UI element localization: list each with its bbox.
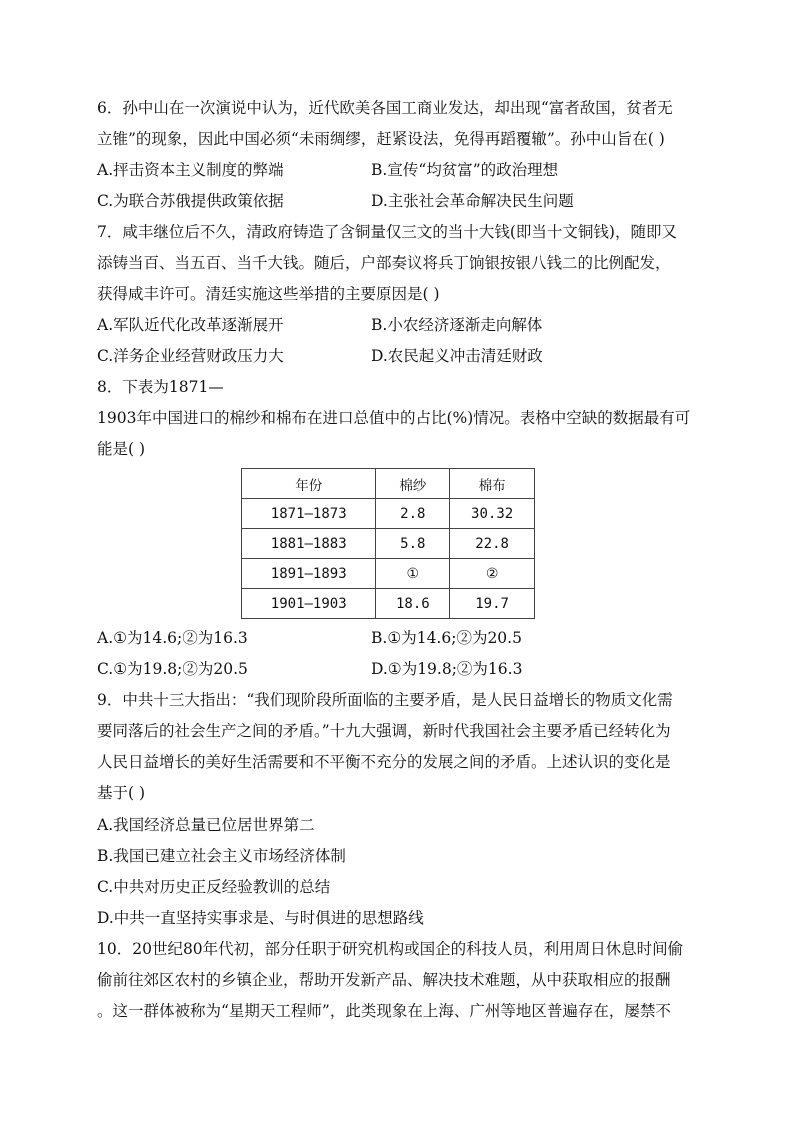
table-cell: 22.8	[450, 529, 535, 559]
q9-stem-line-3: 人民日益增长的美好生活需要和不平衡不充分的发展之间的矛盾。上述认识的变化是	[97, 753, 671, 771]
table-header-row	[242, 469, 535, 499]
q9-stem-line-4: 基于( )	[97, 784, 146, 802]
table-cell: 18.6	[376, 589, 450, 619]
q7-stem-line-1: 7．咸丰继位后不久，清政府铸造了含铜量仅三文的当十大钱(即当十文铜钱)，随即又	[97, 223, 677, 241]
q9-option-a[interactable]: A.我国经济总量已位居世界第二	[97, 816, 315, 834]
q7-option-d[interactable]: D.农民起义冲击清廷财政	[371, 347, 543, 365]
q9-option-c[interactable]: C.中共对历史正反经验教训的总结	[97, 878, 331, 896]
table-cell: 1881—1883	[242, 529, 376, 559]
q6-stem-line-1: 6．孙中山在一次演说中认为，近代欧美各国工商业发达，却出现“富者敌国，贫者无	[97, 99, 673, 117]
table-cell: 1871—1873	[242, 499, 376, 529]
table-cell: 1901—1903	[242, 589, 376, 619]
table-row	[242, 499, 535, 529]
q8-option-c[interactable]: C.①为19.8;②为20.5	[97, 660, 248, 678]
table-header-cell: 棉纱	[376, 469, 450, 499]
q6-option-b[interactable]: B.宣传“均贫富”的政治理想	[371, 161, 559, 179]
table-cell: 2.8	[376, 499, 450, 529]
q8-option-d[interactable]: D.①为19.8;②为16.3	[371, 660, 523, 678]
q7-option-c[interactable]: C.洋务企业经营财政压力大	[97, 347, 284, 365]
q6-option-a[interactable]: A.抨击资本主义制度的弊端	[97, 161, 284, 179]
table-cell: 19.7	[450, 589, 535, 619]
q6-option-d[interactable]: D.主张社会革命解决民生问题	[371, 192, 574, 210]
table-row	[242, 589, 535, 619]
q9-stem-line-1: 9．中共十三大指出：“我们现阶段所面临的主要矛盾，是人民日益增长的物质文化需	[97, 691, 673, 709]
q7-option-a[interactable]: A.军队近代化改革逐渐展开	[97, 316, 284, 334]
q10-stem-line-1: 10．20世纪80年代初，部分任职于研究机构或国企的科技人员，利用周日休息时间偷	[97, 940, 684, 958]
table-cell: 5.8	[376, 529, 450, 559]
q8-stem-line-3: 能是( )	[97, 440, 146, 458]
q8-stem-line-2: 1903年中国进口的棉纱和棉布在进口总值中的占比(%)情况。表格中空缺的数据最有可	[97, 409, 691, 427]
table-cell: 30.32	[450, 499, 535, 529]
table-header-cell: 年份	[242, 469, 376, 499]
table-row	[242, 559, 535, 589]
table-cell: ①	[376, 559, 450, 589]
table-cell: 1891—1893	[242, 559, 376, 589]
q8-option-b[interactable]: B.①为14.6;②为20.5	[371, 629, 522, 647]
q6-stem-line-2: 立锥”的现象，因此中国必须“未雨绸缪，赶紧设法，免得再蹈覆辙”。孙中山旨在( )	[97, 130, 665, 148]
q9-option-d[interactable]: D.中共一直坚持实事求是、与时俱进的思想路线	[97, 909, 424, 927]
q7-option-b[interactable]: B.小农经济逐渐走向解体	[371, 316, 543, 334]
q10-stem-line-3: 。这一群体被称为“星期天工程师”，此类现象在上海、广州等地区普遍存在，屡禁不	[97, 1002, 671, 1020]
q6-option-c[interactable]: C.为联合苏俄提供政策依据	[97, 192, 284, 210]
table-cell: ②	[450, 559, 535, 589]
q7-stem-line-2: 添铸当百、当五百、当千大钱。随后，户部奏议将兵丁饷银按银八钱二的比例配发，	[97, 254, 671, 272]
q8-data-table	[241, 468, 535, 619]
q9-option-b[interactable]: B.我国已建立社会主义市场经济体制	[97, 847, 346, 865]
q10-stem-line-2: 偷前往郊区农村的乡镇企业，帮助开发新产品、解决技术难题，从中获取相应的报酬	[97, 971, 671, 989]
q9-stem-line-2: 要同落后的社会生产之间的矛盾。”十九大强调，新时代我国社会主要矛盾已经转化为	[97, 722, 671, 740]
table-header-cell: 棉布	[450, 469, 535, 499]
q7-stem-line-3: 获得咸丰许可。清廷实施这些举措的主要原因是( )	[97, 285, 440, 303]
q8-stem-line-1: 8．下表为1871—	[97, 378, 224, 396]
q8-option-a[interactable]: A.①为14.6;②为16.3	[97, 629, 248, 647]
table-row	[242, 529, 535, 559]
